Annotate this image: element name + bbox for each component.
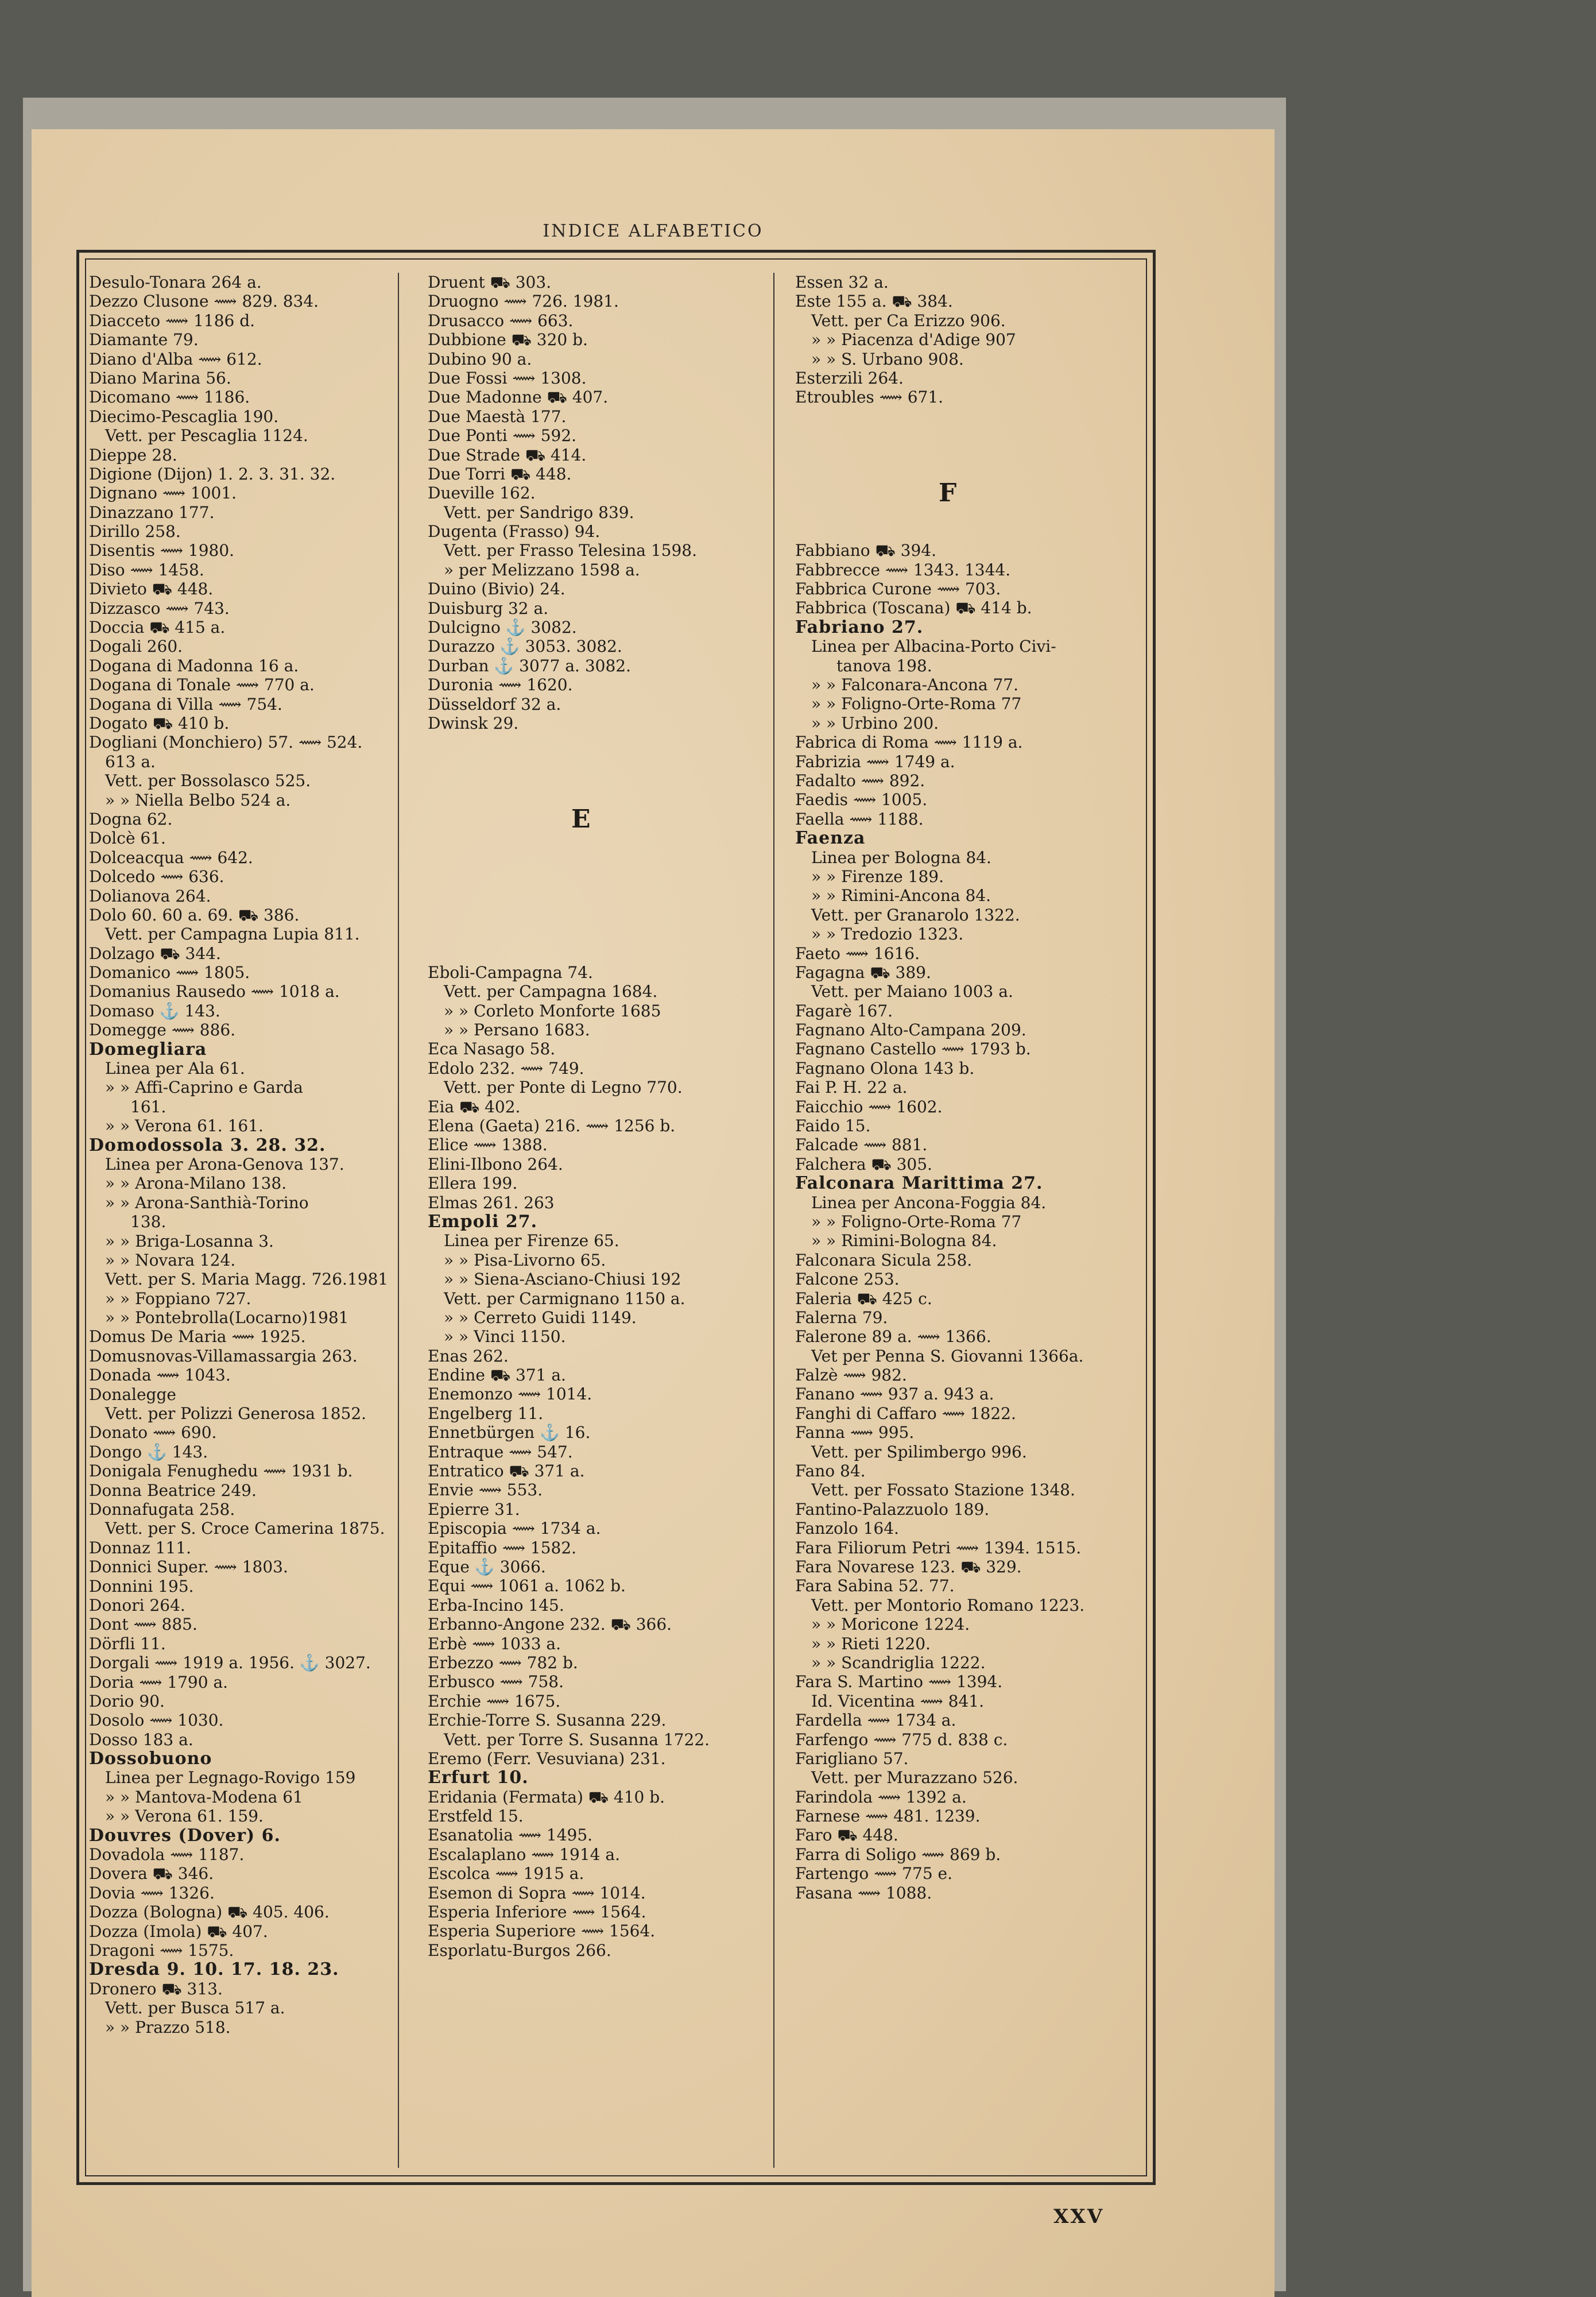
index-entry: Farfengo ⟿ 775 d. 838 c. (795, 1730, 1008, 1749)
index-entry: » » Novara 124. (105, 1250, 236, 1270)
index-entry: Donnaz 111. (89, 1538, 192, 1557)
index-entry: » » S. Urbano 908. (811, 349, 964, 369)
index-entry: Vett. per S. Maria Magg. 726.1981 (105, 1270, 389, 1289)
index-entry: Dwinsk 29. (428, 713, 519, 733)
index-entry: » » Mantova-Modena 61 (105, 1787, 303, 1807)
index-entry: Due Fossi ⟿ 1308. (428, 368, 587, 388)
index-entry: Fagnano Alto-Campana 209. (795, 1020, 1026, 1040)
index-entry: Fanna ⟿ 995. (795, 1423, 915, 1443)
index-entry: Erbezzo ⟿ 782 b. (428, 1653, 578, 1672)
index-entry: Domanius Rausedo ⟿ 1018 a. (89, 982, 340, 1001)
index-entry: Vett. per Ca Erizzo 906. (811, 311, 1006, 330)
index-entry: Engelberg 11. (428, 1403, 544, 1423)
index-entry: Dragoni ⟿ 1575. (89, 1940, 234, 1960)
index-entry: » » Rimini-Ancona 84. (811, 886, 991, 906)
index-entry: Dongo ⚓ 143. (89, 1442, 208, 1461)
index-entry: » » Pisa-Livorno 65. (444, 1250, 606, 1270)
index-entry: Vett. per Ponte di Legno 770. (444, 1078, 683, 1097)
index-entry: Dubino 90 a. (428, 349, 532, 369)
index-entry: » » Foligno-Orte-Roma 77 (811, 694, 1022, 714)
index-entry: Faenza (795, 828, 866, 849)
index-entry: Douvres (Dover) 6. (89, 1825, 281, 1846)
index-entry: Dicomano ⟿ 1186. (89, 388, 250, 407)
index-entry: Falzè ⟿ 982. (795, 1366, 907, 1385)
index-entry: Düsseldorf 32 a. (428, 694, 561, 714)
index-entry: Id. Vicentina ⟿ 841. (811, 1691, 984, 1711)
index-entry: Fabrica di Roma ⟿ 1119 a. (795, 733, 1023, 752)
index-entry: Eia ⛟ 402. (428, 1097, 521, 1116)
index-entry: Diecimo-Pescaglia 190. (89, 407, 279, 426)
index-entry: Fagarè 167. (795, 1001, 893, 1020)
index-entry: Dezzo Clusone ⟿ 829. 834. (89, 292, 319, 311)
index-entry (795, 426, 1151, 445)
index-entry: Linea per Albacina-Porto Civi- (811, 637, 1056, 656)
index-entry: » » Pontebrolla(Locarno)1981 (105, 1308, 349, 1328)
index-entry: Epierre 31. (428, 1499, 520, 1519)
index-entry: Dolceacqua ⟿ 642. (89, 848, 253, 867)
section-letter: F (939, 478, 957, 508)
index-entry: Eboli-Campagna 74. (428, 962, 593, 982)
index-entry: Enemonzo ⟿ 1014. (428, 1385, 592, 1404)
index-entry: tanova 198. (836, 656, 932, 675)
index-entry: Dubbione ⛟ 320 b. (428, 330, 588, 350)
index-entry: Druent ⛟ 303. (428, 273, 552, 292)
index-entry: Linea per Ala 61. (105, 1059, 245, 1078)
index-entry: Vett. per Murazzano 526. (811, 1768, 1018, 1788)
index-entry: Esporlatu-Burgos 266. (428, 1940, 611, 1960)
index-entry: Farindola ⟿ 1392 a. (795, 1787, 967, 1807)
index-entry: Elice ⟿ 1388. (428, 1135, 548, 1155)
index-entry (795, 522, 1151, 541)
index-entry: Fasana ⟿ 1088. (795, 1883, 932, 1902)
index-entry: Vet per Penna S. Giovanni 1366a. (811, 1346, 1084, 1366)
index-entry: Faleria ⛟ 425 c. (795, 1289, 932, 1308)
index-entry: Dinazzano 177. (89, 502, 215, 522)
index-entry: Fara Filiorum Petri ⟿ 1394. 1515. (795, 1538, 1082, 1557)
index-entry: Faella ⟿ 1188. (795, 809, 924, 829)
index-entry: Erchie ⟿ 1675. (428, 1691, 561, 1711)
index-entry: Erbè ⟿ 1033 a. (428, 1634, 561, 1653)
index-entry: » » Moricone 1224. (811, 1615, 970, 1634)
index-entry: Dolo 60. 60 a. 69. ⛟ 386. (89, 905, 300, 925)
index-entry: » » Niella Belbo 524 a. (105, 790, 291, 810)
index-entry: Farnese ⟿ 481. 1239. (795, 1807, 981, 1826)
index-entry: » » Vinci 1150. (444, 1327, 566, 1347)
index-entry: Due Strade ⛟ 414. (428, 445, 587, 465)
index-entry: Esperia Superiore ⟿ 1564. (428, 1921, 656, 1941)
index-entry: Fabbrica (Toscana) ⛟ 414 b. (795, 598, 1032, 618)
index-entry: » » Verona 61. 161. (105, 1116, 264, 1136)
index-entry: Faedis ⟿ 1005. (795, 790, 928, 810)
index-entry: Dirillo 258. (89, 522, 181, 542)
index-entry: Dogliani (Monchiero) 57. ⟿ 524. (89, 733, 363, 752)
index-entry: Vett. per Carmignano 1150 a. (444, 1289, 685, 1308)
index-entry: Fagagna ⛟ 389. (795, 962, 931, 982)
index-entry: Domanico ⟿ 1805. (89, 963, 250, 983)
index-entry: Vett. per Polizzi Generosa 1852. (105, 1404, 367, 1424)
index-entry: Dont ⟿ 885. (89, 1615, 197, 1634)
index-entry: » » Firenze 189. (811, 867, 944, 886)
index-entry: Donnici Super. ⟿ 1803. (89, 1557, 288, 1577)
index-entry: Vett. per Montorio Romano 1223. (811, 1595, 1085, 1615)
index-entry: Dosso 183 a. (89, 1730, 193, 1749)
page-number: XXV (1053, 2205, 1105, 2228)
index-entry: Dignano ⟿ 1001. (89, 484, 237, 503)
index-entry: Farigliano 57. (795, 1749, 909, 1768)
index-entry: Fabbrecce ⟿ 1343. 1344. (795, 560, 1011, 579)
index-entry: Vett. per Fossato Stazione 1348. (811, 1480, 1075, 1500)
index-entry: Dorgali ⟿ 1919 a. 1956. ⚓ 3027. (89, 1653, 371, 1673)
index-entry: » » Scandriglia 1222. (811, 1653, 986, 1672)
index-entry: » » Urbino 200. (811, 713, 939, 733)
index-entry: Eridania (Fermata) ⛟ 410 b. (428, 1787, 665, 1807)
index-entry: Vett. per Campagna Lupia 811. (105, 925, 360, 944)
index-entry: Vett. per Campagna 1684. (444, 982, 658, 1001)
index-entry: 161. (130, 1097, 166, 1116)
index-entry: Enas 262. (428, 1346, 509, 1366)
index-entry: » » Foppiano 727. (105, 1289, 251, 1308)
index-entry: Desulo-Tonara 264 a. (89, 273, 262, 292)
index-entry: Dogali 260. (89, 637, 183, 656)
index-entry: Domaso ⚓ 143. (89, 1001, 220, 1020)
index-entry (428, 752, 784, 771)
index-entry: Fanano ⟿ 937 a. 943 a. (795, 1385, 994, 1404)
index-entry: Dorio 90. (89, 1691, 165, 1711)
index-entry: Divieto ⛟ 448. (89, 579, 214, 599)
index-entry: Dulcigno ⚓ 3082. (428, 618, 577, 637)
index-entry: Falchera ⛟ 305. (795, 1154, 932, 1174)
index-entry: Fara S. Martino ⟿ 1394. (795, 1672, 1003, 1692)
index-entry: Dieppe 28. (89, 445, 177, 465)
index-entry: » » Arona-Milano 138. (105, 1174, 287, 1193)
index-entry: Dolcè 61. (89, 829, 166, 848)
index-entry: Erbusco ⟿ 758. (428, 1672, 564, 1692)
index-entry: Dovadola ⟿ 1187. (89, 1845, 245, 1865)
index-entry: Diso ⟿ 1458. (89, 560, 204, 579)
index-entry: » » Falconara-Ancona 77. (811, 675, 1018, 695)
index-entry: » » Arona-Santhià-Torino (105, 1193, 309, 1212)
index-entry: Vett. per Spilimbergo 996. (811, 1442, 1027, 1461)
index-entry: Due Maestà 177. (428, 407, 567, 426)
index-entry: Diamante 79. (89, 330, 199, 350)
index-entry: Elmas 261. 263 (428, 1193, 555, 1212)
index-entry: » » Rieti 1220. (811, 1634, 931, 1653)
index-entry: Vett. per Pescaglia 1124. (105, 426, 308, 446)
index-entry: » » Prazzo 518. (105, 2017, 231, 2037)
index-entry: 613 a. (105, 752, 156, 771)
index-entry: Falerone 89 a. ⟿ 1366. (795, 1327, 991, 1347)
index-entry: Linea per Firenze 65. (444, 1231, 619, 1251)
index-entry: Faicchio ⟿ 1602. (795, 1097, 943, 1116)
index-entry: Durban ⚓ 3077 a. 3082. (428, 656, 631, 675)
index-entry: Envie ⟿ 553. (428, 1480, 543, 1500)
index-entry: » per Melizzano 1598 a. (444, 560, 640, 579)
index-entry: Erbanno-Angone 232. ⛟ 366. (428, 1615, 672, 1634)
index-entry: Donna Beatrice 249. (89, 1480, 257, 1500)
index-entry: » » Corleto Monforte 1685 (444, 1001, 661, 1020)
index-entry (428, 771, 784, 790)
index-entry: Falcade ⟿ 881. (795, 1135, 928, 1155)
index-entry: » » Siena-Asciano-Chiusi 192 (444, 1270, 681, 1289)
index-entry: Domodossola 3. 28. 32. (89, 1135, 326, 1155)
index-entry: » » Affi-Caprino e Garda (105, 1078, 303, 1097)
index-entry (428, 925, 784, 943)
index-column-2 (428, 273, 784, 1960)
index-entry: Fara Novarese 123. ⛟ 329. (795, 1557, 1022, 1576)
index-entry: Dörfli 11. (89, 1634, 166, 1653)
index-entry: Dolianova 264. (89, 886, 211, 906)
index-entry: Diano Marina 56. (89, 368, 231, 388)
index-entry: Dolzago ⛟ 344. (89, 943, 221, 963)
index-entry: Epitaffio ⟿ 1582. (428, 1538, 577, 1557)
index-entry: » » Piacenza d'Adige 907 (811, 330, 1016, 350)
index-entry: Dogana di Tonale ⟿ 770 a. (89, 675, 315, 695)
index-entry: Due Madonne ⛟ 407. (428, 388, 609, 407)
index-entry: Donato ⟿ 690. (89, 1423, 217, 1443)
index-entry: Vett. per Bossolasco 525. (105, 771, 311, 791)
index-entry: Doccia ⛟ 415 a. (89, 618, 226, 637)
index-entry: Escolca ⟿ 1915 a. (428, 1864, 584, 1884)
index-entry: Doria ⟿ 1790 a. (89, 1672, 228, 1692)
index-entry: » » Foligno-Orte-Roma 77 (811, 1212, 1022, 1231)
index-entry: Fano 84. (795, 1461, 866, 1481)
index-entry: Dronero ⛟ 313. (89, 1979, 223, 1998)
index-entry: Dovia ⟿ 1326. (89, 1883, 215, 1902)
index-column-1 (89, 273, 433, 2037)
index-entry: Eca Nasago 58. (428, 1039, 556, 1059)
index-entry: Digione (Dijon) 1. 2. 3. 31. 32. (89, 464, 336, 484)
index-entry: Donalegge (89, 1385, 176, 1404)
index-entry: Dueville 162. (428, 484, 536, 503)
index-entry: Erchie-Torre S. Susanna 229. (428, 1711, 667, 1730)
index-entry: Erba-Incino 145. (428, 1595, 564, 1615)
index-entry: Diacceto ⟿ 1186 d. (89, 311, 255, 330)
index-entry: » » Verona 61. 159. (105, 1807, 264, 1826)
index-entry: Faido 15. (795, 1116, 871, 1136)
index-entry: Esperia Inferiore ⟿ 1564. (428, 1902, 646, 1922)
index-entry: Eque ⚓ 3066. (428, 1557, 546, 1576)
index-entry: Dogana di Villa ⟿ 754. (89, 694, 282, 714)
index-entry: Druogno ⟿ 726. 1981. (428, 292, 619, 311)
index-column-3 (795, 273, 1151, 1902)
section-letter: E (571, 804, 591, 834)
index-entry: Falconara Marittima 27. (795, 1173, 1043, 1194)
index-entry: Vett. per S. Croce Camerina 1875. (105, 1519, 385, 1538)
index-entry: Vett. per Busca 517 a. (105, 1998, 285, 2018)
index-entry: Dozza (Bologna) ⛟ 405. 406. (89, 1902, 330, 1922)
index-entry: » » Rimini-Bologna 84. (811, 1231, 997, 1251)
index-entry: 138. (130, 1212, 166, 1232)
index-entry (428, 944, 784, 963)
book-page (32, 129, 1275, 2297)
index-entry: Linea per Arona-Genova 137. (105, 1154, 344, 1174)
index-entry: Elena (Gaeta) 216. ⟿ 1256 b. (428, 1116, 676, 1136)
index-entry: Vett. per Granarolo 1322. (811, 905, 1020, 925)
index-entry: Duino (Bivio) 24. (428, 579, 565, 599)
index-entry: Vett. per Torre S. Susanna 1722. (444, 1730, 710, 1749)
index-entry: Falcone 253. (795, 1270, 900, 1289)
index-entry: Fanghi di Caffaro ⟿ 1822. (795, 1403, 1016, 1423)
index-entry: Erstfeld 15. (428, 1807, 524, 1826)
index-entry: Donori 264. (89, 1595, 185, 1615)
index-entry: Dogana di Madonna 16 a. (89, 656, 299, 675)
index-entry: Dossobuono (89, 1749, 212, 1769)
index-entry: Durazzo ⚓ 3053. 3082. (428, 637, 622, 656)
index-entry: Due Torri ⛟ 448. (428, 464, 572, 484)
index-entry: Fabriano 27. (795, 617, 924, 637)
index-entry: Falerna 79. (795, 1308, 888, 1327)
index-entry: Duisburg 32 a. (428, 598, 549, 618)
index-entry: Elini-Ilbono 264. (428, 1154, 563, 1174)
index-entry: Domegliara (89, 1039, 207, 1059)
index-entry: Dugenta (Frasso) 94. (428, 522, 601, 542)
index-entry: Donnafugata 258. (89, 1500, 235, 1519)
index-entry: Faro ⛟ 448. (795, 1826, 898, 1845)
index-entry: Dogato ⛟ 410 b. (89, 713, 230, 733)
index-entry: Fanzolo 164. (795, 1519, 899, 1538)
index-entry: Fadalto ⟿ 892. (795, 771, 925, 790)
index-entry (428, 906, 784, 925)
index-entry: Episcopia ⟿ 1734 a. (428, 1519, 601, 1538)
index-entry: Drusacco ⟿ 663. (428, 311, 574, 330)
index-entry: Linea per Bologna 84. (811, 848, 991, 867)
index-entry: Fagnano Castello ⟿ 1793 b. (795, 1039, 1031, 1059)
index-entry: Ennetbürgen ⚓ 16. (428, 1423, 591, 1443)
index-entry: Este 155 a. ⛟ 384. (795, 292, 953, 311)
index-entry: Dresda 9. 10. 17. 18. 23. (89, 1959, 339, 1980)
index-entry: Vett. per Frasso Telesina 1598. (444, 541, 698, 560)
index-entry: Ellera 199. (428, 1174, 518, 1193)
index-entry: Domus De Maria ⟿ 1925. (89, 1327, 306, 1347)
index-entry: Duronia ⟿ 1620. (428, 675, 573, 695)
index-entry: Fara Sabina 52. 77. (795, 1576, 955, 1596)
index-entry: Endine ⛟ 371 a. (428, 1366, 566, 1385)
index-entry: Fabbiano ⛟ 394. (795, 541, 936, 560)
index-entry: Equi ⟿ 1061 a. 1062 b. (428, 1576, 626, 1596)
index-entry: Empoli 27. (428, 1211, 538, 1232)
index-entry: Etroubles ⟿ 671. (795, 388, 944, 407)
index-entry: Falconara Sicula 258. (795, 1250, 973, 1270)
index-entry: Domegge ⟿ 886. (89, 1020, 236, 1040)
index-entry: Entratico ⛟ 371 a. (428, 1461, 585, 1481)
index-entry: Donada ⟿ 1043. (89, 1366, 231, 1385)
index-entry: Domusnovas-Villamassargia 263. (89, 1346, 358, 1366)
index-entry (795, 446, 1151, 465)
page-header: INDICE ALFABETICO (543, 221, 764, 241)
index-entry: Dolcedo ⟿ 636. (89, 867, 224, 887)
index-entry: Disentis ⟿ 1980. (89, 541, 235, 560)
index-entry: Vett. per Sandrigo 839. (444, 502, 634, 522)
index-entry: Fabbrica Curone ⟿ 703. (795, 579, 1001, 599)
index-entry: Linea per Ancona-Foggia 84. (811, 1193, 1047, 1212)
index-entry: Eremo (Ferr. Vesuviana) 231. (428, 1749, 666, 1768)
index-entry: Dogna 62. (89, 809, 173, 829)
index-entry: Due Ponti ⟿ 592. (428, 426, 577, 446)
index-entry: Edolo 232. ⟿ 749. (428, 1058, 584, 1078)
index-entry: Essen 32 a. (795, 273, 889, 292)
index-entry: Fabrizia ⟿ 1749 a. (795, 752, 955, 771)
index-entry: Escalaplano ⟿ 1914 a. (428, 1844, 620, 1864)
index-entry: Fai P. H. 22 a. (795, 1078, 908, 1097)
index-entry: Vett. per Maiano 1003 a. (811, 982, 1013, 1001)
index-entry: Dizzasco ⟿ 743. (89, 598, 230, 618)
index-entry: Dozza (Imola) ⛟ 407. (89, 1921, 268, 1941)
index-entry: Diano d'Alba ⟿ 612. (89, 349, 262, 369)
index-entry: Farra di Soligo ⟿ 869 b. (795, 1844, 1001, 1864)
index-entry: Linea per Legnago-Rovigo 159 (105, 1768, 356, 1788)
index-entry: Fagnano Olona 143 b. (795, 1058, 975, 1078)
index-entry: Esterzili 264. (795, 368, 904, 388)
index-entry: Fartengo ⟿ 775 e. (795, 1864, 952, 1884)
index-entry (428, 733, 784, 752)
index-entry: » » Briga-Losanna 3. (105, 1231, 274, 1251)
index-entry: » » Cerreto Guidi 1149. (444, 1308, 637, 1327)
index-entry: Fantino-Palazzuolo 189. (795, 1499, 990, 1519)
index-entry (428, 848, 784, 867)
index-entry: Erfurt 10. (428, 1768, 529, 1788)
index-entry: Fardella ⟿ 1734 a. (795, 1711, 956, 1730)
index-entry (428, 886, 784, 905)
index-entry: Faeto ⟿ 1616. (795, 943, 920, 963)
index-entry: » » Persano 1683. (444, 1020, 590, 1040)
index-entry: Dovera ⛟ 346. (89, 1864, 214, 1884)
index-entry: » » Tredozio 1323. (811, 925, 964, 944)
index-entry: Esemon di Sopra ⟿ 1014. (428, 1883, 646, 1902)
index-entry: Entraque ⟿ 547. (428, 1442, 573, 1461)
index-entry: Dosolo ⟿ 1030. (89, 1711, 224, 1730)
index-entry: Esanatolia ⟿ 1495. (428, 1826, 593, 1845)
index-entry: Donigala Fenughedu ⟿ 1931 b. (89, 1461, 353, 1481)
index-entry: Donnini 195. (89, 1576, 194, 1596)
index-entry (428, 867, 784, 886)
index-entry (795, 407, 1151, 426)
